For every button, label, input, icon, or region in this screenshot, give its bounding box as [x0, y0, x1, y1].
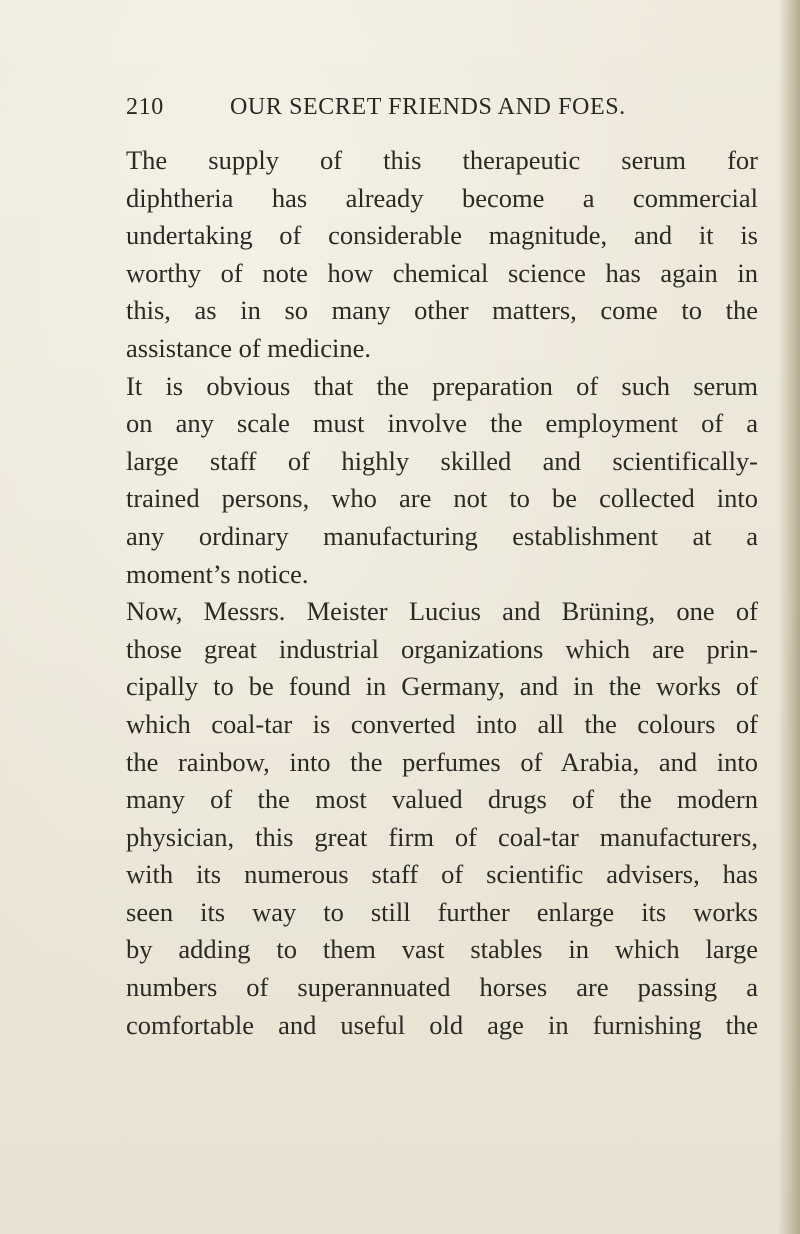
text-line: It is obvious that the preparation of such serum — [126, 370, 758, 401]
page-number: 210 — [126, 94, 164, 120]
text-line: seen its way to still further enlarge its works — [126, 896, 758, 927]
text-line: many of the most valued drugs of the modern — [126, 784, 758, 815]
text-line: cipally to be found in Germany, and in the works of — [126, 671, 758, 702]
text-line: any ordinary manufacturing establishment at a — [126, 520, 758, 551]
text-line: the rainbow, into the perfumes of Arabia, and into — [126, 746, 758, 777]
text-line: large staff of highly skilled and scientifically- — [126, 445, 758, 476]
text-line: The supply of this therapeutic serum for — [126, 145, 758, 175]
text-line: moment’s notice. — [126, 558, 309, 589]
running-head — [126, 94, 686, 130]
text-line: trained persons, who are not to be collected into — [126, 483, 758, 514]
text-line: by adding to them vast stables in which large — [126, 934, 758, 965]
text-line: comfortable and useful old age in furnishing the — [126, 1009, 758, 1040]
text-line: diphtheria has already become a commercial — [126, 182, 758, 213]
text-line: with its numerous staff of scientific advisers, has — [126, 859, 758, 890]
text-line: Now, Messrs. Meister Lucius and Brüning, one of — [126, 596, 758, 627]
text-line: which coal-tar is converted into all the colours of — [126, 708, 758, 739]
text-line: assistance of medicine. — [126, 332, 372, 363]
text-line: undertaking of considerable magnitude, and it is — [126, 220, 758, 251]
body-text — [126, 142, 758, 1044]
running-head-title: OUR SECRET FRIENDS AND FOES. — [230, 94, 626, 120]
page-edge-shadow — [778, 0, 800, 1234]
text-line: physician, this great firm of coal-tar manufacturers, — [126, 821, 758, 852]
text-line: numbers of superannuated horses are passing a — [126, 972, 758, 1003]
text-line: those great industrial organizations which are prin- — [126, 633, 758, 664]
text-line: this, as in so many other matters, come to the — [126, 295, 758, 326]
text-line: on any scale must involve the employment of a — [126, 408, 758, 439]
text-line: worthy of note how chemical science has again in — [126, 257, 758, 288]
